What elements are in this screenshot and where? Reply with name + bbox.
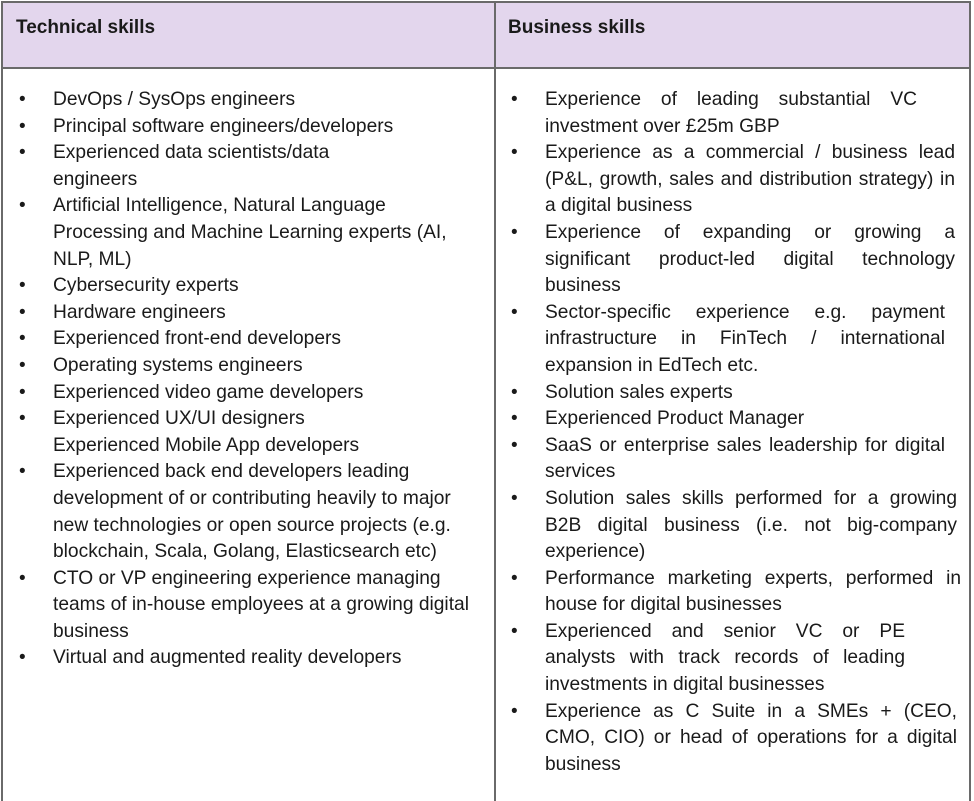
header-technical-skills: Technical skills <box>16 17 156 38</box>
list-item: • Cybersecurity experts <box>17 273 489 300</box>
bullet-icon: • <box>511 89 518 110</box>
list-item: • Hardware engineers <box>17 300 489 327</box>
bullet-icon: • <box>19 301 26 323</box>
bullet-icon: • <box>511 142 518 164</box>
list-item: • Experience as a commercial / business lead (P&L, growth, sales and distribution strategy) in a digital business <box>511 142 955 217</box>
bullet-icon: • <box>511 408 518 430</box>
bullet-icon: • <box>19 142 26 164</box>
bullet-icon: • <box>19 408 26 430</box>
column-divider <box>494 3 496 801</box>
header-business-skills: Business skills <box>508 17 646 38</box>
bullet-icon: • <box>511 301 518 323</box>
list-item: • Experience of expanding or growing a significant product-led digital technology business <box>511 221 955 297</box>
bullet-icon: • <box>511 700 518 722</box>
bullet-icon: • <box>511 434 518 456</box>
business-skills-list <box>509 87 959 778</box>
bullet-icon: • <box>19 647 26 669</box>
bullet-icon: • <box>511 221 518 243</box>
list-item: • Experienced UX/UI designers Experienced Mobile App developers <box>19 408 360 456</box>
technical-skills-list <box>17 87 489 672</box>
bullet-icon: • <box>511 381 518 403</box>
bullet-icon: • <box>511 620 518 642</box>
list-item: • Solution sales experts <box>509 380 959 407</box>
bullet-icon: • <box>19 567 26 589</box>
list-item: • Experienced Product Manager <box>509 406 959 433</box>
bullet-icon: • <box>511 487 518 509</box>
list-item: • Solution sales skills performed for a growing B2B digital business (i.e. not big-company experience) <box>511 487 957 563</box>
list-item: • Experienced front-end developers <box>17 326 489 353</box>
bullet-icon: • <box>511 567 518 589</box>
list-item: • Experience of leading substantial VC investment over £25m GBP <box>511 89 917 137</box>
list-item: • Principal software engineers/developers <box>17 114 489 141</box>
list-item: • Experienced video game developers <box>17 380 489 407</box>
list-item: • Performance marketing experts, performed in house for digital businesses <box>511 567 961 616</box>
bullet-icon: • <box>19 328 26 350</box>
list-item: • Sector-specific experience e.g. payment infrastructure in FinTech / international expansion in EdTech etc. <box>511 301 945 376</box>
bullet-icon: • <box>19 461 26 483</box>
list-item: • CTO or VP engineering experience managing teams of in-house employees at a growing digital business <box>19 567 469 642</box>
skills-table <box>1 1 971 801</box>
bullet-icon: • <box>19 275 26 297</box>
list-item: • Experienced and senior VC or PE analysts with track records of leading investments in digital businesses <box>511 620 905 696</box>
list-item: • Artificial Intelligence, Natural Language Processing and Machine Learning experts (AI, NLP, ML) <box>19 195 447 270</box>
list-item: • DevOps / SysOps engineers <box>17 87 489 114</box>
bullet-icon: • <box>19 381 26 403</box>
list-item: • Experienced back end developers leading development of or contributing heavily to major new technologies or open source projects (e.g. blockchain, Scala, Golang, Elasticsearch etc) <box>19 461 451 563</box>
list-item: • Operating systems engineers <box>17 353 489 380</box>
list-item: • Experience as C Suite in a SMEs + (CEO, CMO, CIO) or head of operations for a digital business <box>511 700 957 775</box>
list-item: • Experienced data scientists/data engineers <box>19 142 330 190</box>
list-item: • Virtual and augmented reality developers <box>17 645 489 672</box>
list-item: • SaaS or enterprise sales leadership for digital services <box>511 434 945 483</box>
bullet-icon: • <box>19 89 26 110</box>
bullet-icon: • <box>19 354 26 376</box>
bullet-icon: • <box>19 115 26 137</box>
bullet-icon: • <box>19 195 26 217</box>
